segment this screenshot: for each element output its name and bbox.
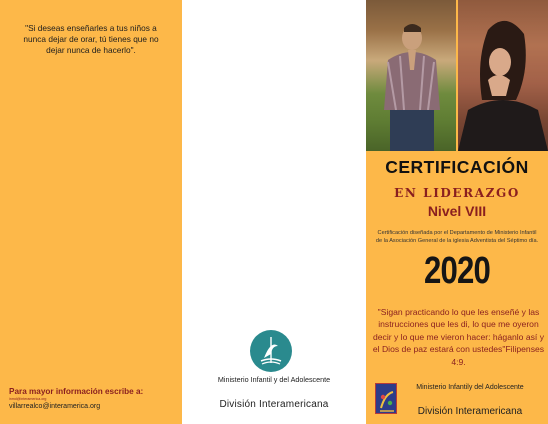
prayer-quote: "Si deseas enseñarles a tus niños a nunca dejar de orar, tú tienes que no dejar nunca de hacerlo". — [23, 23, 159, 55]
certificate-year: 2020 — [423, 250, 491, 292]
division-name: División Interamericana — [219, 399, 329, 410]
ministry-name: Ministerio Infantil y del Adolescente — [217, 375, 331, 384]
middle-panel — [182, 0, 366, 424]
contact-secondary-email: inmd@interamerica.org — [9, 397, 47, 401]
ministry-logo-icon — [375, 383, 397, 414]
right-panel — [366, 0, 548, 424]
woman-praying-photo — [458, 0, 548, 151]
certificate-subtitle: EN LIDERAZGO — [394, 186, 520, 200]
church-logo-icon — [250, 330, 292, 372]
division-name-footer: División Interamericana — [417, 406, 523, 417]
bible-verse: "Sigan practicando lo que les enseñé y las instrucciones que les di, lo que me oyeron decir y lo que me vieron hacer: háganlo así y el Dios de paz estará con ustedes"Filipenses 4:9. — [372, 307, 545, 367]
ministry-name-footer: Ministerio Infantily del Adolescente — [416, 384, 524, 391]
man-praying-photo — [366, 0, 456, 151]
contact-email: villarrealco@interamerica.org — [9, 403, 101, 410]
certificate-level: Nivel VIII — [427, 203, 487, 219]
certificate-description: Certificación diseñada por el Departamento de Ministerio Infantil de la Asociación General de la iglesia Adventista del Séptimo día. — [375, 230, 539, 244]
contact-heading: Para mayor información escribe a: — [9, 387, 144, 396]
cover-photos — [366, 0, 548, 151]
left-panel — [0, 0, 182, 424]
certificate-title: CERTIFICACIÓN — [385, 157, 529, 177]
